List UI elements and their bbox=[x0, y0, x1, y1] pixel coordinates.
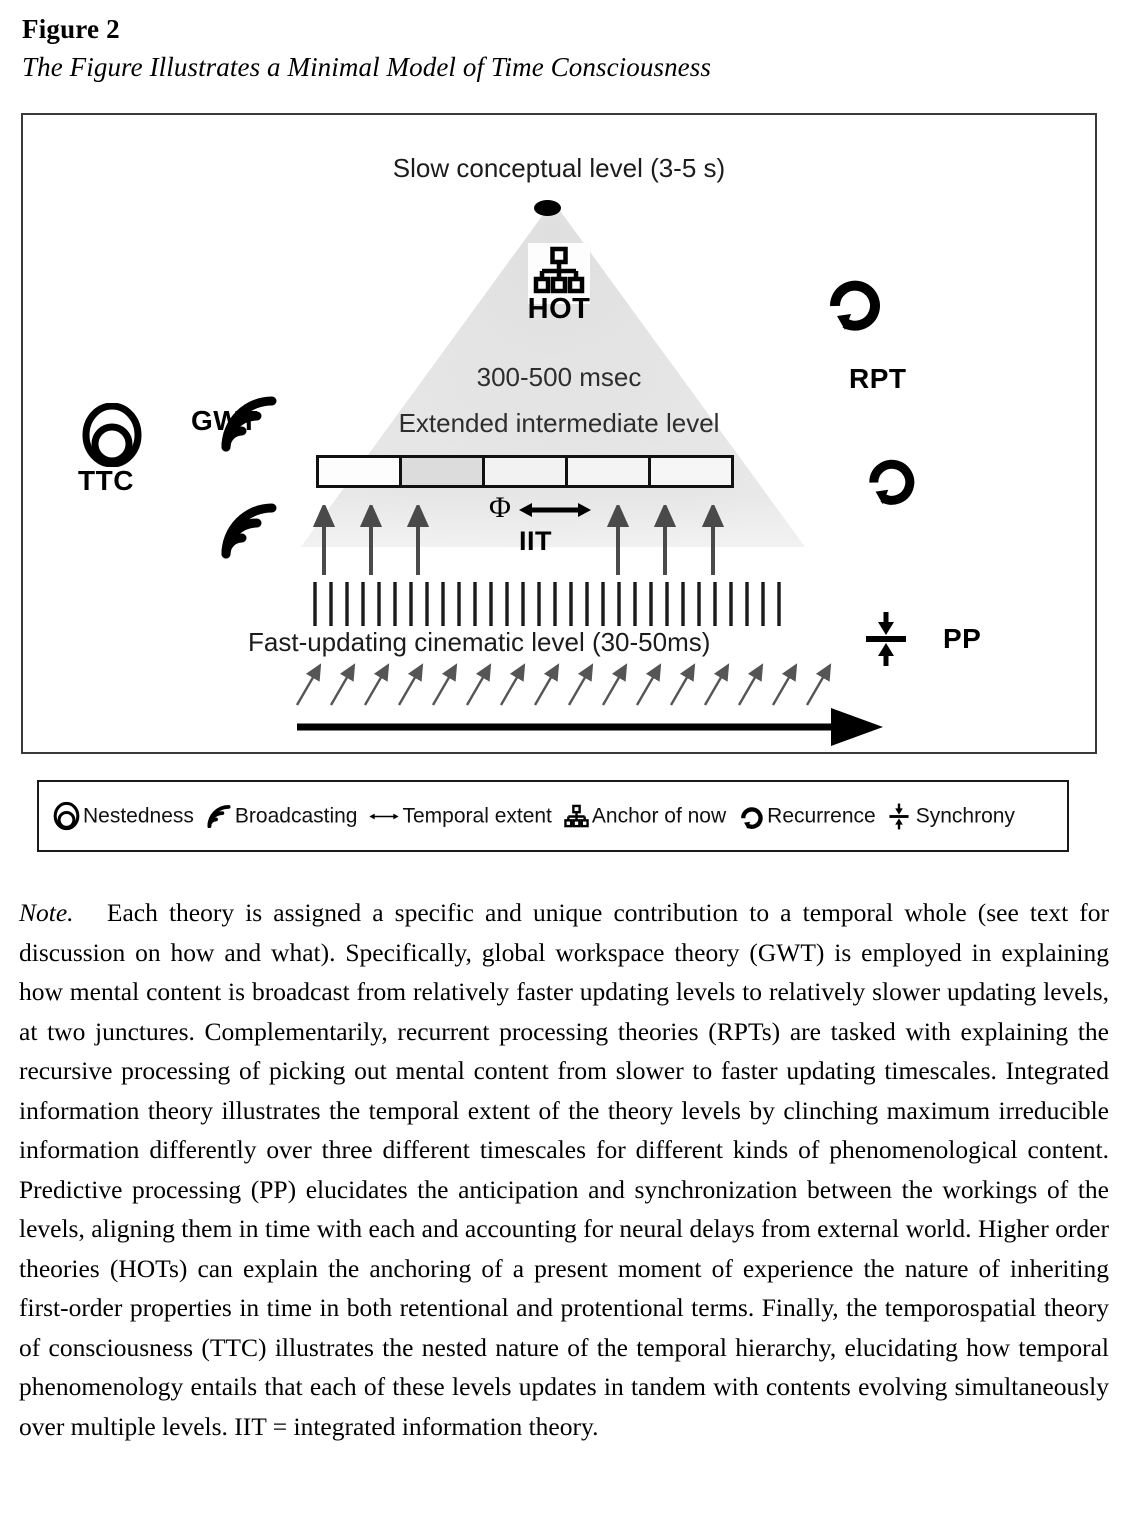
apex-dot-icon bbox=[534, 200, 561, 216]
legend-label: Nestedness bbox=[83, 804, 194, 828]
legend-item-broadcasting bbox=[206, 803, 358, 829]
segment-box bbox=[482, 455, 568, 488]
recurrence-icon bbox=[823, 270, 883, 339]
intermediate-segment-boxes bbox=[316, 455, 731, 488]
segment-box bbox=[565, 455, 651, 488]
synchrony-icon bbox=[863, 610, 909, 673]
legend-items bbox=[53, 802, 1027, 831]
legend-panel bbox=[37, 780, 1069, 852]
intermediate-level-label: Extended intermediate level bbox=[398, 408, 720, 438]
recurrence-icon bbox=[738, 802, 764, 830]
nestedness-icon bbox=[53, 802, 80, 831]
broadcasting-icon bbox=[218, 500, 280, 567]
legend-item-anchor-of-now bbox=[564, 804, 726, 828]
fast-level-label: Fast-updating cinematic level (30-50ms) bbox=[248, 627, 711, 657]
legend-label: Temporal extent bbox=[402, 804, 552, 828]
pp-theory-label: PP bbox=[943, 623, 982, 654]
note-body: Each theory is assigned a specific and unique contribution to a temporal whole (see text for discussion on how and what). Specifically, global workspace theory (GWT) is employed in explaining how mental content is broadcast from relatively faster updating levels to relatively slower updating levels, at two junctures. Complementarily, recurrent processing theories (RPTs) are tasked with explaining the recursive processing of picking out mental content from slower to faster updating timescales. Integrated information theory illustrates the temporal extent of the theory levels by clinching maximum irreducible information differently over three different timescales for different kinds of phenomenological content. Predictive processing (PP) elucidates the anticipation and synchronization between the workings of the levels, aligning them in time with each and accounting for neural delays from external world. Higher order theories (HOTs) can explain the anchoring of a present moment of experience the nature of inheriting first-order properties in time in both retentional and protentional terms. Finally, the temporospatial theory of consciousness (TTC) illustrates the nested nature of the temporal hierarchy, elucidating how temporal phenomenology entails that each of these levels updates in tandem with contents evolving simultaneously over multiple levels. IIT = integrated information theory. bbox=[19, 898, 1109, 1441]
legend-item-recurrence bbox=[738, 802, 876, 830]
segment-box bbox=[399, 455, 485, 488]
note-word: Note. bbox=[19, 898, 74, 927]
figure-title: The Figure Illustrates a Minimal Model of Time Consciousness bbox=[22, 52, 711, 82]
intermediate-duration-label: 300-500 msec bbox=[476, 362, 642, 392]
legend-label: Anchor of now bbox=[591, 804, 727, 828]
phi-symbol: Φ bbox=[489, 491, 511, 524]
slow-level-label: Slow conceptual level (3-5 s) bbox=[392, 153, 726, 183]
figure-panel bbox=[21, 113, 1097, 754]
legend-label: Recurrence bbox=[767, 804, 876, 828]
synchrony-icon bbox=[888, 802, 910, 830]
hot-theory-label: HOT bbox=[527, 293, 591, 325]
legend-item-temporal-extent bbox=[369, 806, 551, 827]
cinematic-tick-marks bbox=[311, 580, 811, 633]
figure-label: Figure 2 bbox=[22, 14, 120, 44]
broadcasting-icon bbox=[206, 803, 232, 829]
iit-theory-label: IIT bbox=[519, 526, 552, 556]
time-axis-arrow bbox=[295, 707, 885, 752]
ttc-theory-label: TTC bbox=[78, 465, 134, 496]
legend-label: Synchrony bbox=[915, 804, 1015, 828]
recurrence-icon bbox=[863, 450, 917, 513]
temporal-extent-icon bbox=[369, 809, 399, 823]
segment-box bbox=[648, 455, 734, 488]
legend-label: Broadcasting bbox=[234, 804, 358, 828]
anchor-of-now-icon bbox=[564, 804, 589, 828]
diagonal-arrows-group bbox=[295, 660, 855, 713]
legend-item-nestedness bbox=[53, 802, 194, 831]
gwt-theory-label: GWT bbox=[191, 405, 258, 436]
upward-arrows-group bbox=[313, 505, 783, 582]
figure-note bbox=[19, 893, 1109, 1446]
segment-box bbox=[316, 455, 402, 488]
legend-item-synchrony bbox=[888, 802, 1015, 830]
nestedness-icon bbox=[81, 403, 143, 472]
rpt-theory-label: RPT bbox=[849, 363, 907, 394]
